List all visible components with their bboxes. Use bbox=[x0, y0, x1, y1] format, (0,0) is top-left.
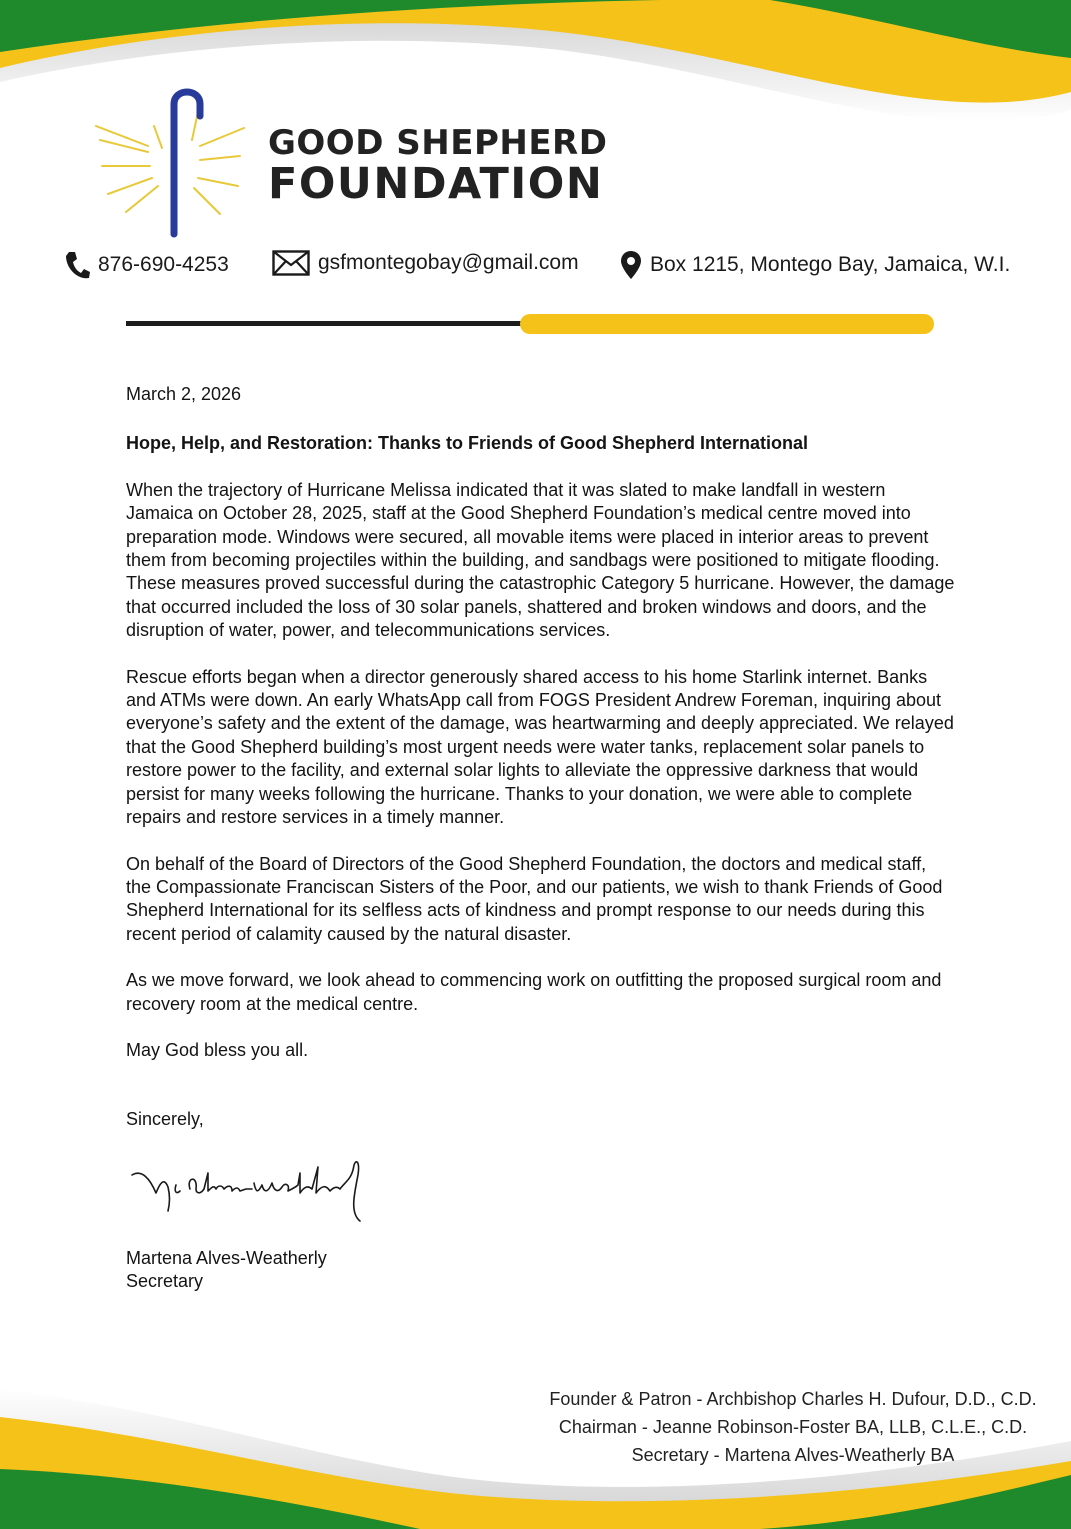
letter-closing: Sincerely, bbox=[126, 1109, 204, 1130]
org-name-line1: GOOD SHEPHERD bbox=[268, 123, 608, 163]
phone-icon bbox=[64, 250, 90, 280]
header-rule-gold bbox=[520, 314, 934, 334]
org-name-line2: FOUNDATION bbox=[268, 159, 604, 209]
phone-number: 876-690-4253 bbox=[98, 253, 229, 276]
org-wordmark bbox=[268, 123, 608, 209]
body-paragraph: May God bless you all. bbox=[126, 1039, 309, 1060]
contact-address bbox=[620, 250, 1010, 280]
handwritten-signature bbox=[128, 1155, 378, 1227]
shepherd-crook-logo-icon bbox=[88, 82, 248, 242]
letter-subject: Hope, Help, and Restoration: Thanks to Friends of Good Shepherd International bbox=[126, 433, 809, 454]
footer-line-founder: Founder & Patron - Archbishop Charles H. Dufour, D.D., C.D. bbox=[549, 1389, 1037, 1409]
bottom-wave-decoration bbox=[0, 1329, 1071, 1529]
letter-body bbox=[126, 383, 956, 1162]
body-paragraph: Rescue efforts began when a director generously shared access to his home Starlink internet. Banks and ATMs were down. An early WhatsApp call from FOGS President Andrew Foreman, inquiring about everyone’s safety and the extent of the damage, was heartwarming and deeply appreciated. We relayed that the Good Shepherd building’s most urgent needs were water tanks, replacement solar panels to restore power to the facility, and external solar lights to alleviate the oppressive darkness that would persist for many weeks following the hurricane. Thanks to your donation, we were able to complete repairs and restore services in a timely manner. bbox=[126, 666, 954, 828]
signer-block bbox=[126, 1247, 327, 1294]
header-rule-dark bbox=[126, 321, 528, 326]
letter-date: March 2, 2026 bbox=[126, 384, 242, 404]
body-paragraph: When the trajectory of Hurricane Melissa indicated that it was slated to make landfall in western Jamaica on October 28, 2025, staff at the Good Shepherd Foundation’s medical centre moved into preparation mode. Windows were secured, all movable items were placed in interior areas to prevent them from becoming projectiles within the building, and sandbags were positioned to mitigate flooding. These measures proved successful during the catastrophic Category 5 hurricane. However, the damage that occurred included the loss of 30 solar panels, shattered and broken windows and doors, and the disruption of water, power, and telecommunications services. bbox=[126, 479, 955, 641]
footer-line-secretary: Secretary - Martena Alves-Weatherly BA bbox=[631, 1445, 955, 1465]
email-address: gsfmontegobay@gmail.com bbox=[318, 251, 579, 274]
contact-phone bbox=[64, 250, 229, 280]
contact-email bbox=[272, 250, 579, 276]
signer-name: Martena Alves-Weatherly bbox=[126, 1248, 327, 1268]
envelope-icon bbox=[272, 250, 310, 276]
postal-address: Box 1215, Montego Bay, Jamaica, W.I. bbox=[650, 253, 1011, 276]
map-pin-icon bbox=[620, 250, 642, 280]
body-paragraph: On behalf of the Board of Directors of the Good Shepherd Foundation, the doctors and medical staff, the Compassionate Franciscan Sisters of the Poor, and our patients, we wish to thank Friends of Good Shepherd International for its selfless acts of kindness and prompt response to our needs during this recent period of calamity caused by the natural disaster. bbox=[126, 853, 943, 944]
body-paragraph: As we move forward, we look ahead to commencing work on outfitting the proposed surgical room and recovery room at the medical centre. bbox=[126, 970, 942, 1014]
footer-line-chairman: Chairman - Jeanne Robinson-Foster BA, LLB, C.L.E., C.D. bbox=[558, 1417, 1028, 1437]
signer-title: Secretary bbox=[126, 1271, 204, 1292]
